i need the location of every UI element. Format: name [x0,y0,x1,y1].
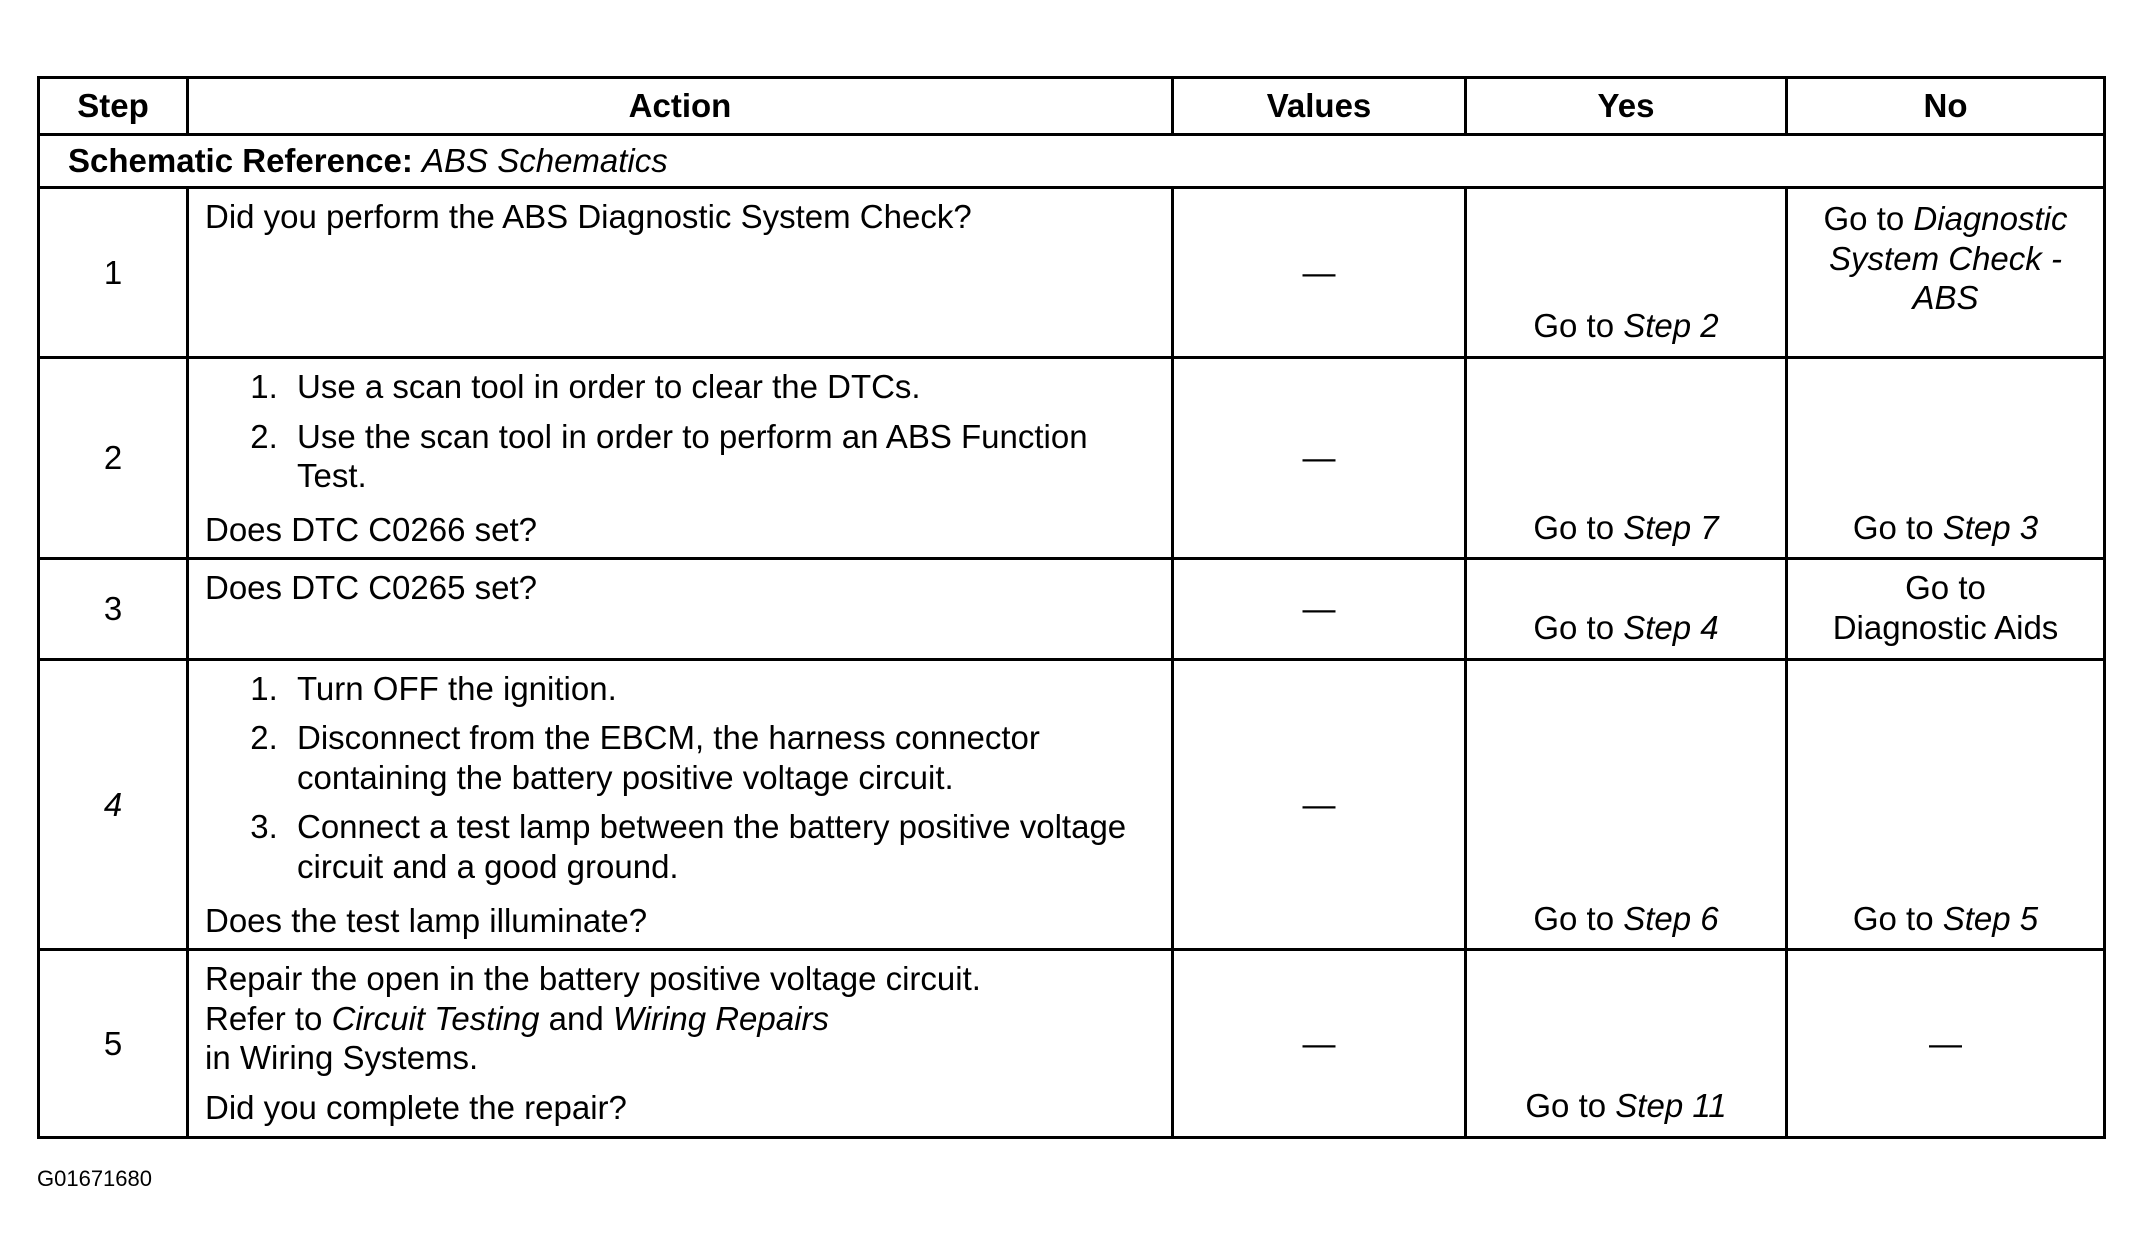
action-question: Does DTC C0266 set? [205,510,537,548]
no-prefix: Go to [1905,569,1986,607]
yes-link[interactable]: Step 11 [1615,1086,1727,1124]
action-question: Did you complete the repair? [205,1088,627,1126]
and-text: and [548,999,604,1037]
no-cell [1787,659,2105,950]
yes-cell [1466,659,1787,950]
schematic-reference-link[interactable]: ABS Schematics [422,142,668,180]
no-link[interactable]: Step 5 [1942,899,2039,937]
values-cell: — [1173,950,1466,1137]
values-cell: — [1173,358,1466,559]
header-values: Values [1173,78,1466,135]
action-question: Did you perform the ABS Diagnostic System Check? [205,198,972,235]
action-cell [188,358,1173,559]
yes-cell [1466,559,1787,659]
yes-cell [1466,950,1787,1137]
no-cell: — [1787,950,2105,1137]
schematic-reference [39,135,2105,188]
no-cell [1787,188,2105,358]
circuit-testing-link[interactable]: Circuit Testing [331,999,540,1037]
no-cell [1787,559,2105,659]
yes-link[interactable]: Step 7 [1623,508,1719,546]
header-yes: Yes [1466,78,1787,135]
yes-cell [1466,188,1787,358]
no-prefix: Go to [1852,899,1934,937]
action-cell [188,559,1173,659]
action-list [205,669,1155,887]
no-prefix: Go to [1852,508,1934,546]
step-number: 1 [39,188,188,358]
yes-prefix: Go to [1533,899,1615,937]
refer-to-text: Refer to [205,999,323,1037]
header-no: No [1787,78,2105,135]
yes-prefix: Go to [1533,508,1615,546]
table-row [39,950,2105,1137]
table-row [39,358,2105,559]
yes-link[interactable]: Step 2 [1623,307,1719,345]
schematic-reference-label: Schematic Reference: [68,142,413,180]
no-cell [1787,358,2105,559]
header-row [39,78,2105,135]
no-prefix: Go to [1823,200,1905,237]
values-cell: — [1173,559,1466,659]
action-question: Does the test lamp illuminate? [205,901,648,939]
yes-prefix: Go to [1525,1086,1607,1124]
action-item: 2. Disconnect from the EBCM, the harness connector containing the battery positive voltage circuit. [287,718,1155,797]
action-list [205,367,1155,496]
no-link[interactable]: Step 3 [1942,508,2039,546]
diagnostic-table [37,76,2106,1139]
table-row [39,659,2105,950]
values-cell: — [1173,188,1466,358]
wiring-repairs-link[interactable]: Wiring Repairs [612,999,829,1037]
schematic-reference-row [39,135,2105,188]
yes-link[interactable]: Step 6 [1623,899,1719,937]
values-cell: — [1173,659,1466,950]
no-link[interactable]: Diagnostic Aids [1832,608,2059,646]
step-number: 3 [39,559,188,659]
action-cell [188,659,1173,950]
action-question: Does DTC C0265 set? [205,569,537,607]
action-cell [188,950,1173,1137]
action-item: 2. Use the scan tool in order to perform an ABS Function Test. [287,417,1155,496]
step-number: 5 [39,950,188,1137]
no-link[interactable]: Diagnostic System Check - ABS [1829,200,2068,317]
action-paragraph [205,959,1155,1078]
yes-cell [1466,358,1787,559]
yes-link[interactable]: Step 4 [1623,608,1719,646]
header-action: Action [188,78,1173,135]
yes-prefix: Go to [1533,307,1615,345]
table-row [39,188,2105,358]
action-cell [188,188,1173,358]
action-item: 1. Use a scan tool in order to clear the DTCs. [287,367,1155,407]
step-number: 2 [39,358,188,559]
action-item: 3. Connect a test lamp between the battery positive voltage circuit and a good ground. [287,807,1155,886]
step-number: 4 [39,659,188,950]
header-step: Step [39,78,188,135]
action-item: 1. Turn OFF the ignition. [287,669,1155,709]
table-row [39,559,2105,659]
yes-prefix: Go to [1533,608,1615,646]
action-repair-text: Repair the open in the battery positive voltage circuit. [205,960,981,998]
wiring-systems-text: in Wiring Systems. [205,1039,479,1077]
figure-id: G01671680 [37,1166,152,1191]
